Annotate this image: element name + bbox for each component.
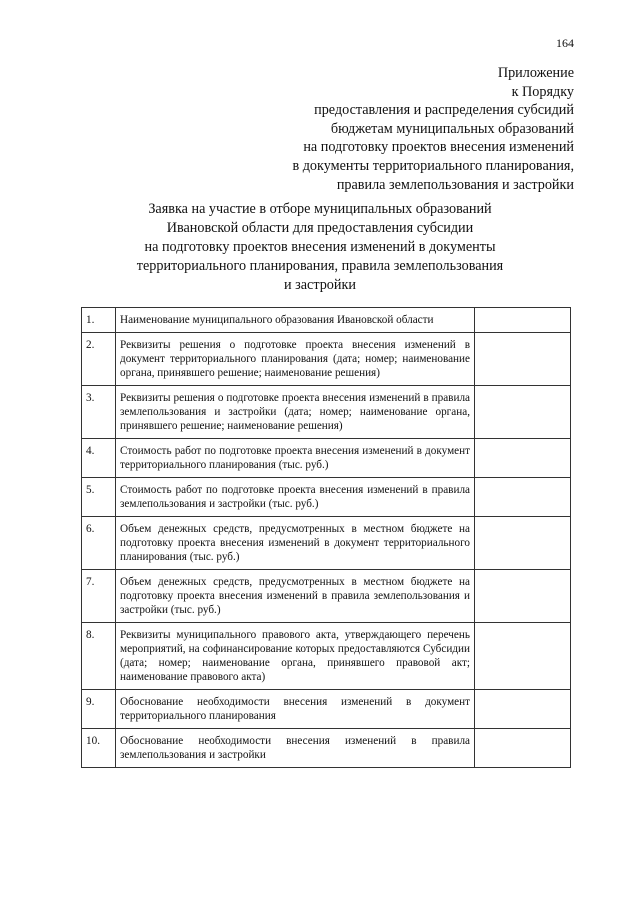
table-row bbox=[82, 729, 571, 768]
row-value-cell[interactable] bbox=[475, 623, 571, 690]
row-value-cell[interactable] bbox=[475, 570, 571, 623]
row-description: Наименование муниципального образования Ивановской области bbox=[116, 308, 475, 333]
row-description: Стоимость работ по подготовке проекта внесения изменений в документ территориального планирования (тыс. руб.) bbox=[116, 439, 475, 478]
header-line: к Порядку bbox=[511, 83, 574, 100]
row-value-cell[interactable] bbox=[475, 386, 571, 439]
table-row bbox=[82, 386, 571, 439]
row-description: Реквизиты муниципального правового акта, утверждающего перечень мероприятий, на софинансирование которых предоставляются Субсидии (дата; номер; наименование органа, принявшего правовой акт; наименование правового акта) bbox=[116, 623, 475, 690]
header-line: Приложение bbox=[497, 65, 574, 81]
table-row bbox=[82, 690, 571, 729]
table-row bbox=[82, 333, 571, 386]
header-line: на подготовку проектов внесения изменений bbox=[303, 139, 574, 156]
table-row bbox=[82, 439, 571, 478]
row-number: 2. bbox=[82, 333, 116, 386]
row-value-cell[interactable] bbox=[475, 308, 571, 333]
table-row bbox=[82, 517, 571, 570]
title-line: территориального планирования, правила землепользования bbox=[136, 258, 504, 274]
row-number: 6. bbox=[82, 517, 116, 570]
row-description: Реквизиты решения о подготовке проекта внесения изменений в документ территориального планирования (дата; номер; наименование органа, принявшего решение; наименование решения) bbox=[116, 333, 475, 386]
header-line: в документы территориального планирования, bbox=[292, 157, 574, 174]
table-row bbox=[82, 623, 571, 690]
row-number: 7. bbox=[82, 570, 116, 623]
title-line: Ивановской области для предоставления субсидии bbox=[166, 220, 474, 236]
row-number: 10. bbox=[82, 729, 116, 768]
title-line: на подготовку проектов внесения изменений в документы bbox=[144, 239, 496, 255]
row-value-cell[interactable] bbox=[475, 478, 571, 517]
table-row bbox=[82, 570, 571, 623]
row-number: 1. bbox=[82, 308, 116, 333]
row-number: 3. bbox=[82, 386, 116, 439]
row-description: Обоснование необходимости внесения изменений в документ территориального планирования bbox=[116, 690, 475, 729]
row-value-cell[interactable] bbox=[475, 690, 571, 729]
row-description: Обоснование необходимости внесения изменений в правила землепользования и застройки bbox=[116, 729, 475, 768]
row-number: 9. bbox=[82, 690, 116, 729]
header-line: предоставления и распределения субсидий bbox=[314, 102, 574, 119]
row-number: 5. bbox=[82, 478, 116, 517]
page-number: 164 bbox=[556, 36, 574, 50]
appendix-header bbox=[200, 64, 574, 194]
header-line: бюджетам муниципальных образований bbox=[330, 120, 574, 137]
row-number: 8. bbox=[82, 623, 116, 690]
row-value-cell[interactable] bbox=[475, 439, 571, 478]
row-value-cell[interactable] bbox=[475, 517, 571, 570]
row-value-cell[interactable] bbox=[475, 333, 571, 386]
row-description: Объем денежных средств, предусмотренных в местном бюджете на подготовку проекта внесения изменений в правила землепользования и застройки (тыс. руб.) bbox=[116, 570, 475, 623]
application-table bbox=[81, 307, 571, 768]
title-line: Заявка на участие в отборе муниципальных образований bbox=[148, 201, 492, 217]
header-line: правила землепользования и застройки bbox=[336, 176, 574, 193]
table-row bbox=[82, 308, 571, 333]
table-row bbox=[82, 478, 571, 517]
row-description: Объем денежных средств, предусмотренных в местном бюджете на подготовку проекта внесения изменений в документ территориального планирования (тыс. руб.) bbox=[116, 517, 475, 570]
title-line: и застройки bbox=[284, 277, 356, 293]
row-number: 4. bbox=[82, 439, 116, 478]
row-description: Стоимость работ по подготовке проекта внесения изменений в правила землепользования и застройки (тыс. руб.) bbox=[116, 478, 475, 517]
document-title bbox=[60, 200, 580, 295]
row-value-cell[interactable] bbox=[475, 729, 571, 768]
row-description: Реквизиты решения о подготовке проекта внесения изменений в правила землепользования и застройки (дата; номер; наименование органа, принявшего решение; наименование решения) bbox=[116, 386, 475, 439]
